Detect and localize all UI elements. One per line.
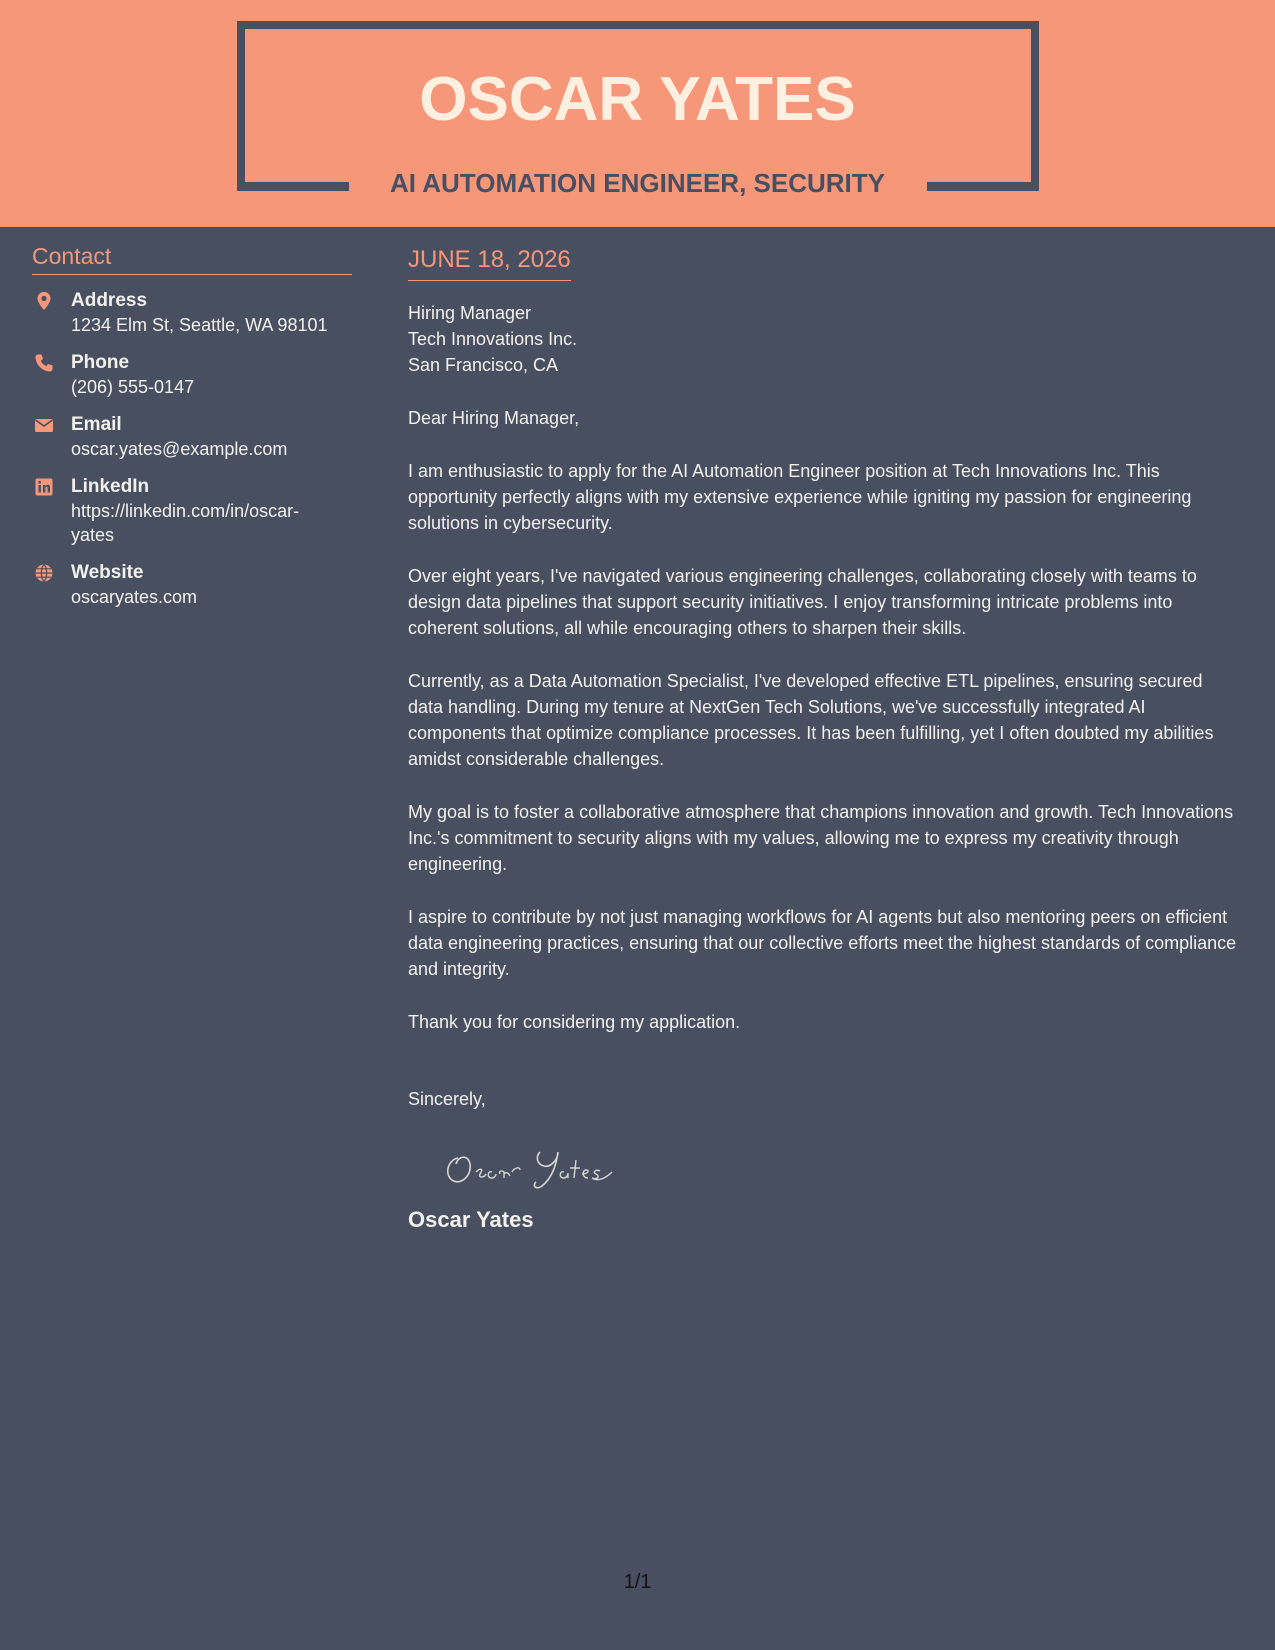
recipient-line: San Francisco, CA xyxy=(408,355,559,375)
contact-label: Email xyxy=(71,414,122,435)
applicant-name: OSCAR YATES xyxy=(419,65,856,134)
linkedin-icon xyxy=(34,477,54,497)
contact-item-address xyxy=(32,289,352,337)
contact-label: Website xyxy=(71,562,144,583)
job-title: AI AUTOMATION ENGINEER, SECURITY xyxy=(390,168,885,198)
contact-value: https://linkedin.com/in/oscar- xyxy=(71,501,300,521)
body-paragraph: Over eight years, I've navigated various engineering challenges, collaborating closely with teams to design data pipelines that support security initiatives. I enjoy transforming intricate problems into coherent solutions, all while encouraging others to sharpen their skills. xyxy=(408,566,1197,638)
letter-body xyxy=(408,244,1240,1234)
body-paragraph: I am enthusiastic to apply for the AI Automation Engineer position at Tech Innovations Inc. This opportunity perfectly aligns with my extensive experience while igniting my passion for engineering solutions in cybersecurity. xyxy=(408,461,1192,533)
contact-value: oscaryates.com xyxy=(71,587,198,607)
contact-value: yates xyxy=(71,525,115,545)
recipient-line: Hiring Manager xyxy=(408,303,532,323)
signer-name: Oscar Yates xyxy=(408,1207,534,1232)
body-paragraph: I aspire to contribute by not just managing workflows for AI agents but also mentoring peers on efficient data engineering practices, ensuring that our collective efforts meet the highest standards of compliance and integrity. xyxy=(408,907,1237,979)
envelope-icon xyxy=(34,415,54,435)
body-paragraph: Currently, as a Data Automation Specialist, I've developed effective ETL pipelines, ensuring secured data handling. During my tenure at NextGen Tech Solutions, we've successfully integrated AI components that optimize compliance processes. It has been fulfilling, yet I often doubted my abilities amidst considerable challenges. xyxy=(408,671,1214,769)
contact-item-linkedin xyxy=(32,475,352,547)
map-pin-icon xyxy=(34,291,54,311)
body-paragraph: Thank you for considering my application. xyxy=(408,1012,741,1032)
closing: Sincerely, xyxy=(408,1089,486,1109)
handwritten-signature xyxy=(440,1138,1240,1194)
page-number: 1/1 xyxy=(623,1571,652,1593)
recipient-block xyxy=(408,300,1240,378)
contact-item-email xyxy=(32,413,352,461)
contact-value: (206) 555-0147 xyxy=(71,377,195,397)
salutation: Dear Hiring Manager, xyxy=(408,408,580,428)
recipient-line: Tech Innovations Inc. xyxy=(408,329,578,349)
contact-heading: Contact xyxy=(32,242,352,275)
contact-label: LinkedIn xyxy=(71,476,150,497)
contact-item-phone xyxy=(32,351,352,399)
globe-icon xyxy=(34,563,54,583)
contact-sidebar xyxy=(32,242,352,623)
contact-value: 1234 Elm St, Seattle, WA 98101 xyxy=(71,315,328,335)
phone-icon xyxy=(34,353,54,373)
contact-item-website xyxy=(32,561,352,609)
body-paragraph: My goal is to foster a collaborative atmosphere that champions innovation and growth. Tech Innovations Inc.'s commitment to security aligns with my values, allowing me to express my creativity through engineering. xyxy=(408,802,1234,874)
contact-label: Address xyxy=(71,290,148,311)
contact-value: oscar.yates@example.com xyxy=(71,439,288,459)
header-banner xyxy=(0,0,1275,227)
contact-label: Phone xyxy=(71,352,130,373)
letter-date: JUNE 18, 2026 xyxy=(408,244,571,281)
